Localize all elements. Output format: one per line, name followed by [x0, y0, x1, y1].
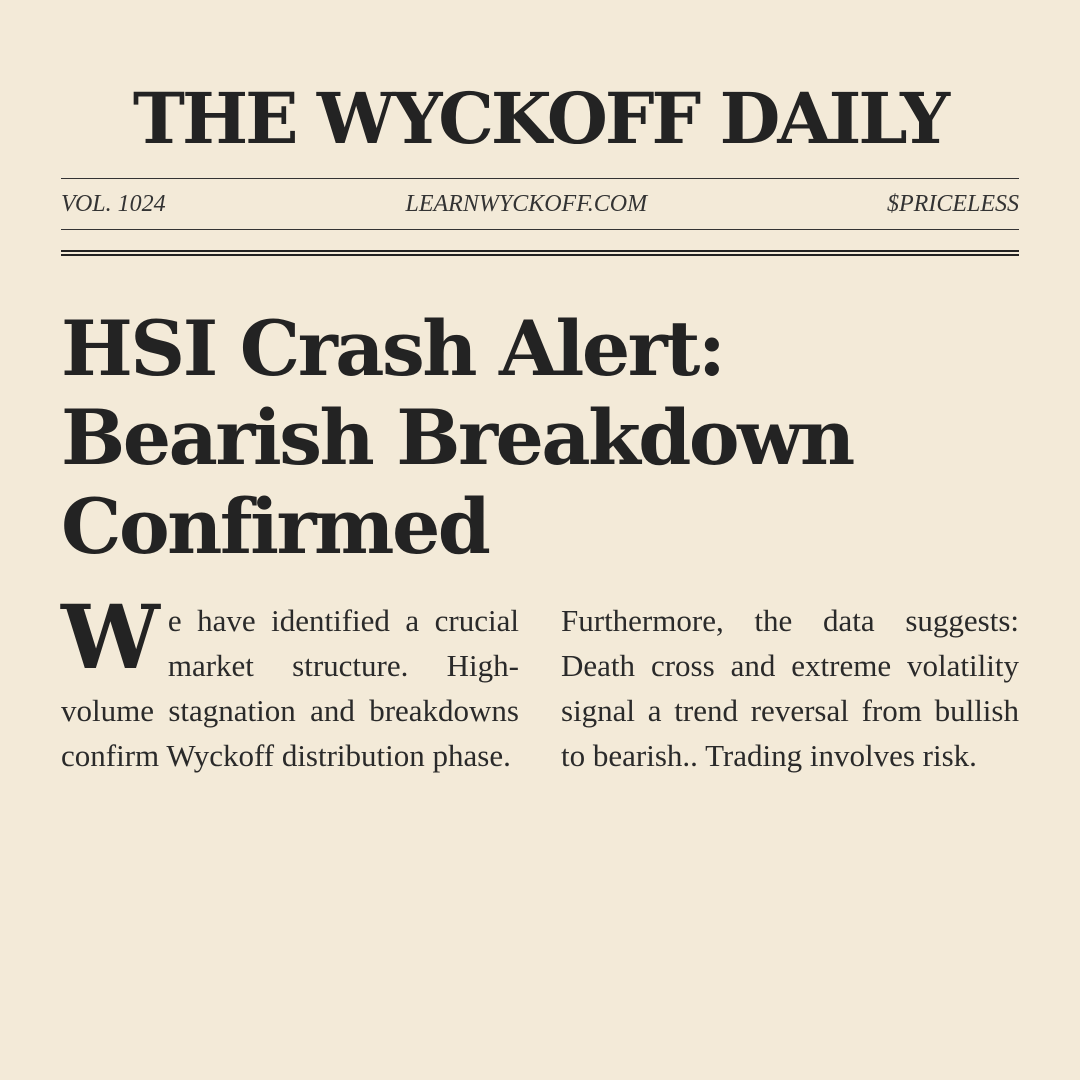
headline-line-1: HSI Crash Alert:: [61, 304, 724, 393]
masthead-info-bar: [61, 178, 1019, 230]
article-text-right: Furthermore, the data suggests: Death cross and extreme volatility signal a trend reversal from bullish to bearish.. Trading involves risk.: [561, 603, 1019, 773]
article-text-left: e have identified a crucial market structure. High-volume stagnation and breakdowns confirm Wyckoff distribution phase.: [61, 603, 519, 773]
price-label: $PRICELESS: [887, 190, 1019, 217]
volume-number: VOL. 1024: [61, 190, 166, 217]
double-divider: [61, 250, 1019, 256]
article-column-left: [61, 585, 519, 778]
headline-line-2: Bearish Breakdown: [61, 393, 853, 482]
headline-line-3: Confirmed: [61, 482, 489, 571]
headline: [61, 304, 1019, 571]
article-column-right: [561, 598, 1019, 778]
newspaper-title: THE WYCKOFF DAILY: [132, 77, 948, 160]
drop-cap: W: [61, 585, 160, 689]
website-label: LEARNWYCKOFF.COM: [405, 190, 648, 217]
